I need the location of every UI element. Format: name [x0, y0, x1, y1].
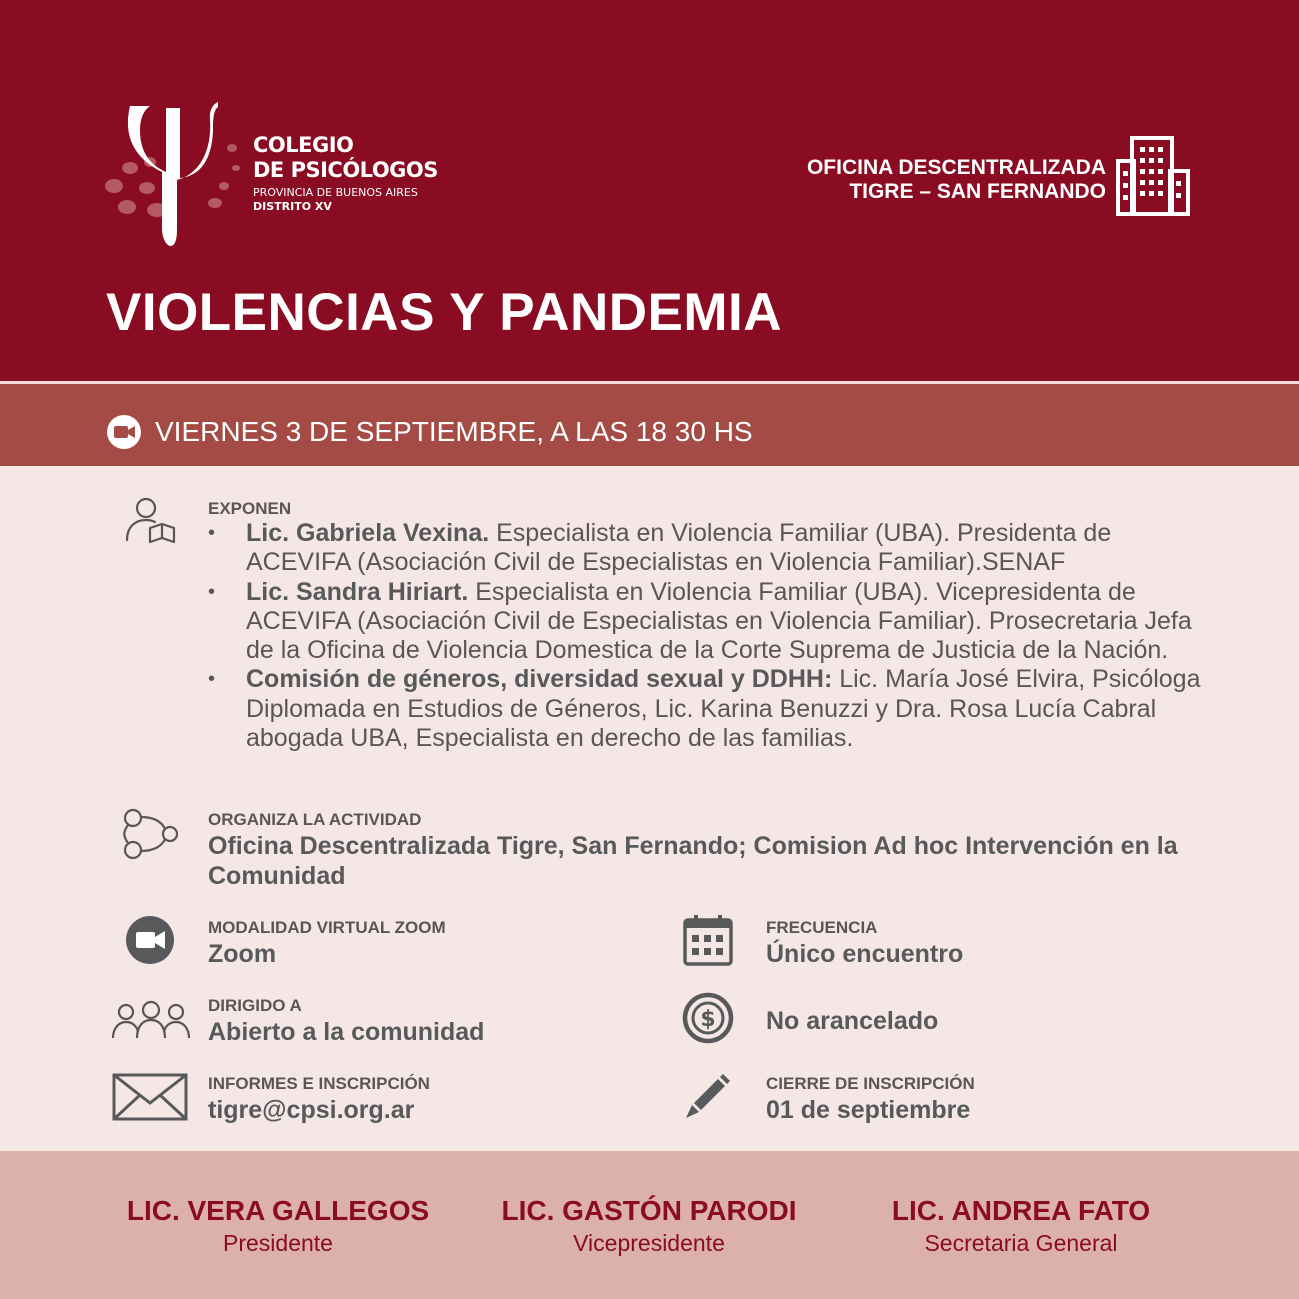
modality-value: Zoom [208, 940, 277, 968]
frequency-label: FRECUENCIA [766, 918, 878, 937]
building-icon [1114, 135, 1192, 217]
office-line-2: TIGRE – SAN FERNANDO [849, 180, 1106, 203]
logo-line-1: COLEGIO [253, 133, 354, 157]
list-item [206, 578, 1206, 666]
audience-label: DIRIGIDO A [208, 996, 302, 1015]
list-item [206, 665, 1206, 753]
video-camera-icon [125, 915, 175, 965]
speaker-name: Comisión de géneros, diversidad sexual y DDHH: [246, 665, 833, 694]
contact-label: INFORMES E INSCRIPCIÓN [208, 1074, 430, 1093]
logo-line-2: DE PSICÓLOGOS [253, 158, 438, 182]
video-camera-icon [106, 414, 142, 450]
signature-name: LIC. ANDREA FATO [891, 1195, 1151, 1226]
signature-role: Secretaria General [924, 1230, 1118, 1256]
calendar-icon [682, 913, 734, 967]
speaker-description: Lic. María José Elvira, Psicóloga Diplomada en Estudios de Géneros, Lic. Karina Benuzzi y Dra. Rosa Lucía Cabral abogada UBA, Especialista en derecho de las familias. [246, 665, 1201, 753]
group-icon [110, 1000, 192, 1040]
speakers-label: EXPONEN [208, 499, 292, 518]
speaker-description: Especialista en Violencia Familiar (UBA). Vicepresidenta de ACEVIFA (Asociación Civil de Especialistas en Violencia Familiar). Prosecretaria Jefa de la Oficina de Violencia Domestica de la Corte Suprema de Justicia de la Nación. [246, 577, 1192, 665]
signature-role: Presidente [223, 1230, 333, 1256]
speaker-description: Especialista en Violencia Familiar (UBA). Presidenta de ACEVIFA (Asociación Civil de Especialistas en Violencia Familiar).SENAF [246, 519, 1112, 577]
network-icon [120, 808, 180, 860]
logo-text [253, 133, 438, 214]
signature-name: LIC. GASTÓN PARODI [501, 1195, 797, 1226]
deadline-value: 01 de septiembre [766, 1096, 971, 1124]
cost-value: No arancelado [766, 1007, 939, 1035]
pencil-icon [684, 1072, 732, 1120]
organizer-value: Oficina Descentralizada Tigre, San Fernando; Comision Ad hoc Intervención en la Comunidad [208, 832, 1178, 890]
speakers-list [206, 519, 1206, 753]
signature-role: Vicepresidente [573, 1230, 725, 1256]
logo-line-3: PROVINCIA DE BUENOS AIRES [253, 186, 418, 199]
office-line-1: OFICINA DESCENTRALIZADA [806, 156, 1106, 179]
signature-secretary [860, 1194, 1182, 1258]
signature-president [108, 1194, 448, 1258]
speaker-icon [124, 496, 178, 544]
office-name [807, 156, 1106, 204]
deadline-label: CIERRE DE INSCRIPCIÓN [766, 1074, 975, 1093]
page-title: VIOLENCIAS Y PANDEMIA [106, 283, 783, 342]
dollar-icon [682, 992, 734, 1044]
frequency-value: Único encuentro [766, 940, 964, 968]
speaker-name: Lic. Sandra Hiriart. [246, 577, 469, 606]
envelope-icon [112, 1073, 188, 1121]
audience-value: Abierto a la comunidad [208, 1018, 485, 1046]
signature-name: LIC. VERA GALLEGOS [126, 1195, 430, 1226]
modality-label: MODALIDAD VIRTUAL ZOOM [208, 918, 446, 937]
contact-email: tigre@cpsi.org.ar [208, 1096, 415, 1124]
header [0, 0, 1299, 381]
logo-line-4: DISTRITO XV [253, 200, 332, 213]
event-date: VIERNES 3 DE SEPTIEMBRE, A LAS 18 30 HS [155, 416, 753, 447]
psi-logo-icon [100, 100, 250, 250]
signature-vicepresident [478, 1194, 820, 1258]
svg-text:$: $ [700, 1007, 716, 1032]
organizer-label: ORGANIZA LA ACTIVIDAD [208, 810, 422, 829]
speaker-name: Lic. Gabriela Vexina. [246, 519, 490, 547]
list-item [206, 519, 1206, 578]
